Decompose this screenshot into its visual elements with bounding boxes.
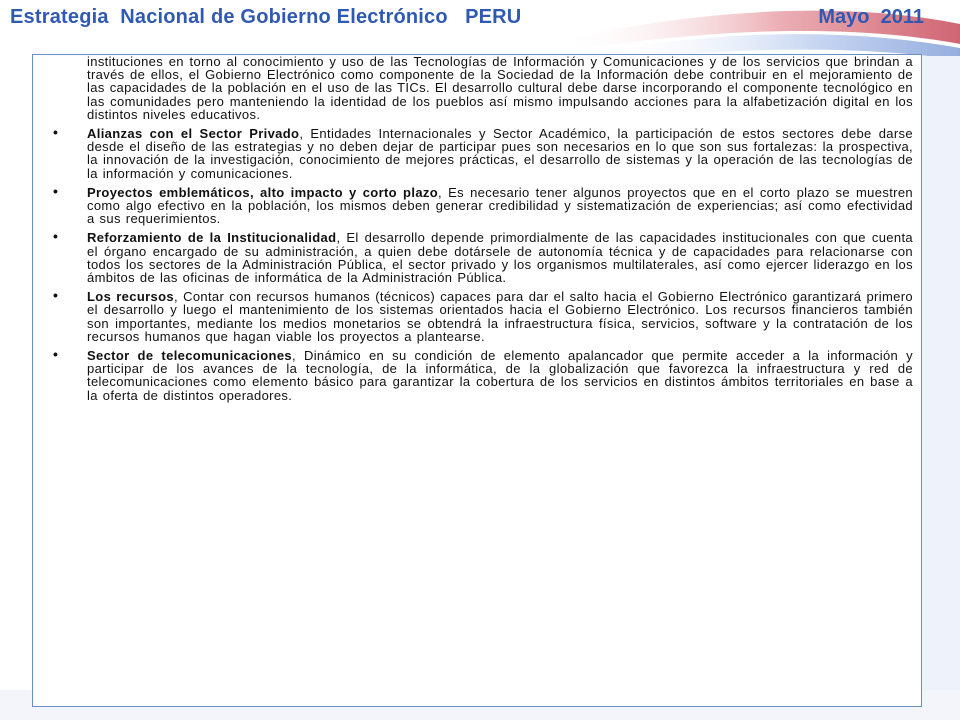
slide-title: Estrategia Nacional de Gobierno Electrónico PERU — [10, 6, 522, 28]
item-heading: Alianzas con el Sector Privado — [87, 126, 300, 142]
intro-paragraph: instituciones en torno al conocimiento y uso de las Tecnologías de Información y Comunicaciones y de los servicios que brindan a través de ellos, el Gobierno Electrónico como componente de la Sociedad de la Información debe contribuir en el mejoramiento de las capacidades de la población en el uso de las TICs. El desarrollo cultural debe darse incorporando el componente tecnológico en las comunidades pero manteniendo la identidad de los pueblos así mismo impulsando acciones para la alfabetización digital en los distintos niveles educativos. — [87, 54, 913, 122]
item-heading: Sector de telecomunicaciones — [87, 348, 292, 364]
slide-header — [0, 0, 960, 40]
slide-date: Mayo 2011 — [818, 6, 924, 28]
list-item — [53, 182, 913, 227]
bullet-icon: • — [53, 346, 59, 363]
document-body — [53, 54, 913, 403]
item-text: , Dinámico en su condición de elemento apalancador que permite acceder a la información y participar de los avances de la tecnología, de la informática, de la globalización que favorezca la infraestructura y red de telecomunicaciones como elemento básico para garantizar la cobertura de los servicios en distintos ámbitos territoriales en base a la oferta de distintos operadores. — [87, 348, 913, 403]
item-heading: Los recursos — [87, 289, 174, 305]
item-text: , Es necesario tener algunos proyectos que en el corto plazo se muestren como algo efectivo en la población, los mismos deben generar credibilidad y sistematización de experiencias; así como efectividad a sus requerimientos. — [87, 184, 913, 227]
list-item — [53, 287, 913, 344]
item-text: , El desarrollo depende primordialmente de las capacidades institucionales con que cuenta el órgano encargado de su administración, a quien debe dotársele de autonomía técnica y de capacidades para relacionarse con todos los sectores de la Administración Pública, el sector privado y los organismos multilaterales, así como ejercer liderazgo en los ámbitos de las oficinas de informática de la Administración Pública. — [87, 230, 913, 286]
bullet-icon: • — [53, 287, 59, 304]
list-item — [53, 228, 913, 286]
list-item — [53, 124, 913, 181]
bullet-icon: • — [53, 124, 59, 141]
item-heading: Proyectos emblemáticos, alto impacto y corto plazo — [87, 184, 439, 200]
bullet-icon: • — [53, 228, 59, 245]
list-item — [53, 346, 913, 403]
document-panel — [32, 54, 922, 707]
item-text: , Entidades Internacionales y Sector Académico, la participación de estos sectores debe darse desde el diseño de las estrategias y no deben dejar de participar pues son necesarios en lo que son sus fortalezas: la prospectiva, la innovación de la investigación, conocimiento de mejores prácticas, el desarrollo de sistemas y la operación de las tecnologías de la información y comunicaciones. — [87, 126, 913, 181]
item-text: , Contar con recursos humanos (técnicos) capaces para dar el salto hacia el Gobierno Electrónico garantizará primero el desarrollo y luego el mantenimiento de los sistemas orientados hacia el Gobierno Electrónico. Los recursos financieros también son importantes, mediante los medios monetarios se obtendrá la infraestructura física, servicios, software y la contratación de los recursos humanos que hagan viable los proyectos a plantearse. — [87, 289, 913, 344]
bullet-icon: • — [53, 182, 59, 199]
item-heading: Reforzamiento de la Institucionalidad — [87, 230, 337, 246]
